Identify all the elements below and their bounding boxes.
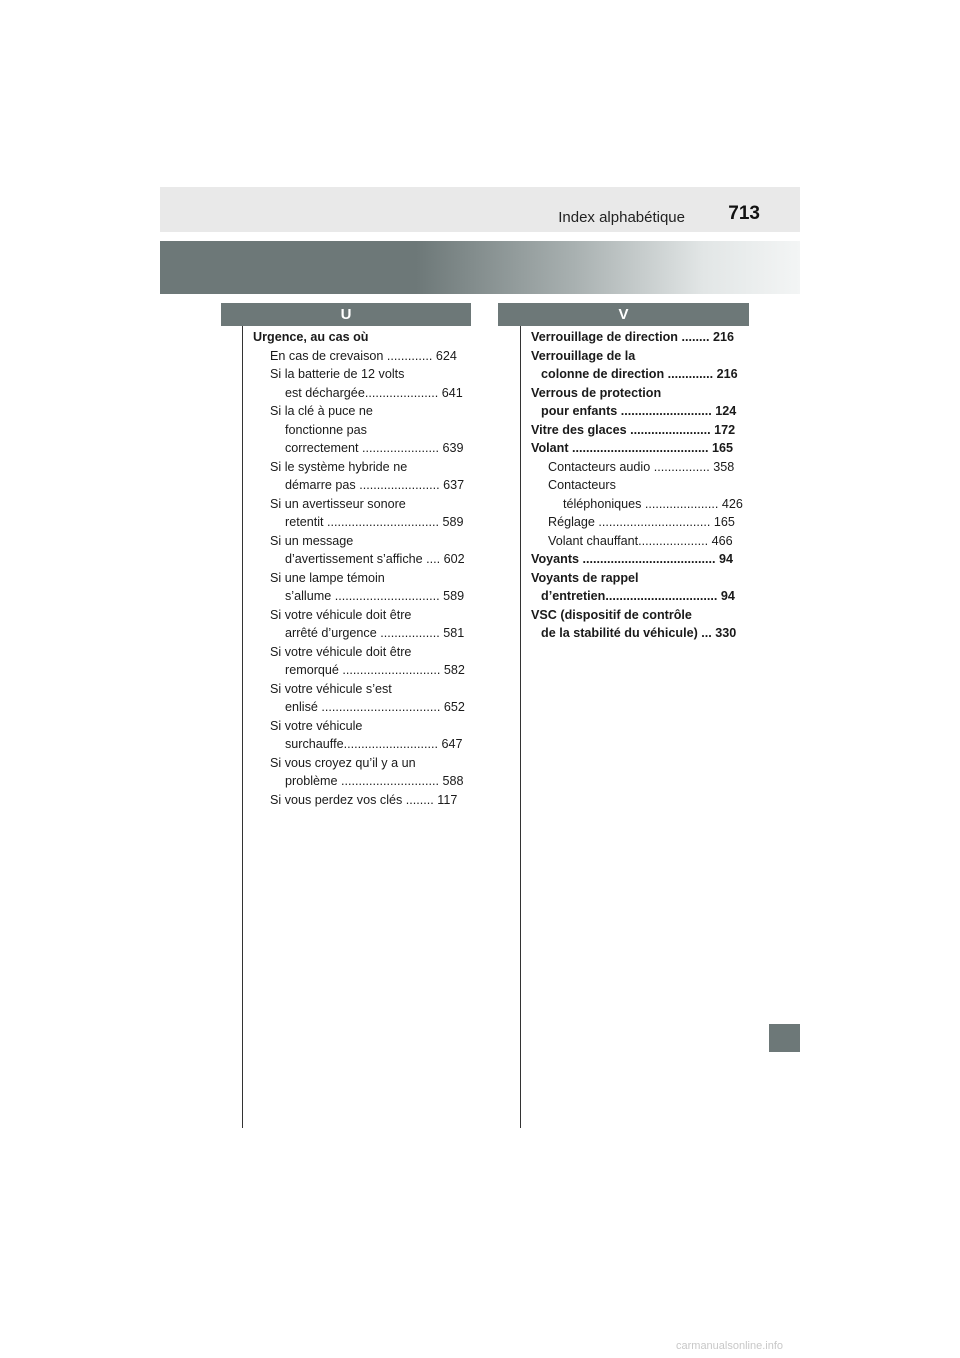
index-entry: démarre pas ....................... 637 — [285, 478, 465, 492]
index-entry: enlisé .................................. 652 — [285, 700, 465, 714]
index-entry: Volant ....................................... 165 — [531, 441, 734, 455]
page-number: 713 — [728, 203, 760, 224]
index-entry: s’allume .............................. 589 — [285, 589, 465, 603]
index-entry: Si un avertisseur sonore — [270, 496, 406, 511]
index-entry: Volant chauffant.................... 466 — [548, 533, 733, 548]
section-heading-u: U — [221, 303, 471, 326]
index-entry: Voyants ...................................... 94 — [531, 552, 734, 566]
index-entry: Si un message — [270, 533, 354, 548]
index-entry: problème ............................ 588 — [285, 774, 464, 788]
index-entry: Si votre véhicule doit être — [270, 644, 412, 659]
index-entry: Si la batterie de 12 volts — [270, 367, 405, 381]
index-entry: Si vous croyez qu’il y a un — [270, 755, 416, 770]
index-entry: Contacteurs — [548, 478, 616, 492]
index-entry: Si votre véhicule doit être — [270, 607, 412, 622]
index-entry: colonne de direction ............. 216 — [541, 367, 738, 381]
index-entry: Urgence, au cas où — [253, 330, 369, 344]
index-entry: est déchargée..................... 641 — [285, 385, 463, 400]
index-entry: remorqué ............................ 582 — [285, 663, 465, 677]
index-entry: Vitre des glaces ....................... 172 — [531, 422, 736, 437]
index-entry: Si la clé à puce ne — [270, 404, 373, 418]
index-entry: Si vous perdez vos clés ........ 117 — [270, 792, 458, 807]
index-entry: d’avertissement s’affiche .... 602 — [285, 552, 465, 566]
gradient-banner — [160, 241, 800, 294]
section-heading-v: V — [498, 303, 749, 326]
index-entry: Réglage ................................ 165 — [548, 515, 735, 529]
column-divider-v — [520, 326, 521, 1128]
index-entry: VSC (dispositif de contrôle — [531, 607, 692, 622]
index-entry: pour enfants .......................... 124 — [541, 404, 737, 418]
watermark: carmanualsonline.info — [676, 1340, 784, 1352]
index-entry: En cas de crevaison ............. 624 — [270, 348, 457, 363]
index-entry: de la stabilité du véhicule) ... 330 — [541, 626, 737, 640]
column-divider-u — [242, 326, 243, 1128]
index-entry: Verrouillage de la — [531, 348, 636, 363]
index-entry: d’entretien................................ 94 — [541, 589, 735, 603]
index-entry: correctement ...................... 639 — [285, 441, 464, 455]
index-entry: Si une lampe témoin — [270, 570, 385, 585]
index-entry: Voyants de rappel — [531, 570, 639, 585]
index-entry: surchauffe........................... 647 — [285, 737, 463, 751]
header-title: Index alphabétique — [558, 209, 685, 226]
index-entry: Si votre véhicule s’est — [270, 681, 392, 696]
chapter-tab — [769, 1024, 800, 1052]
index-entry: Si le système hybride ne — [270, 459, 408, 474]
page-header — [160, 187, 800, 232]
index-entry: retentit ................................ 589 — [285, 515, 464, 529]
index-entry: fonctionne pas — [285, 422, 367, 437]
index-entry: Contacteurs audio ................ 358 — [548, 459, 735, 474]
index-entry: Si votre véhicule — [270, 718, 363, 733]
index-column-v — [531, 328, 749, 643]
index-entry: Verrouillage de direction ........ 216 — [531, 330, 734, 344]
index-entry: arrêté d’urgence ................. 581 — [285, 626, 465, 640]
index-entry: Verrous de protection — [531, 385, 662, 400]
index-column-u — [253, 328, 471, 809]
index-entry: téléphoniques ..................... 426 — [563, 496, 743, 511]
